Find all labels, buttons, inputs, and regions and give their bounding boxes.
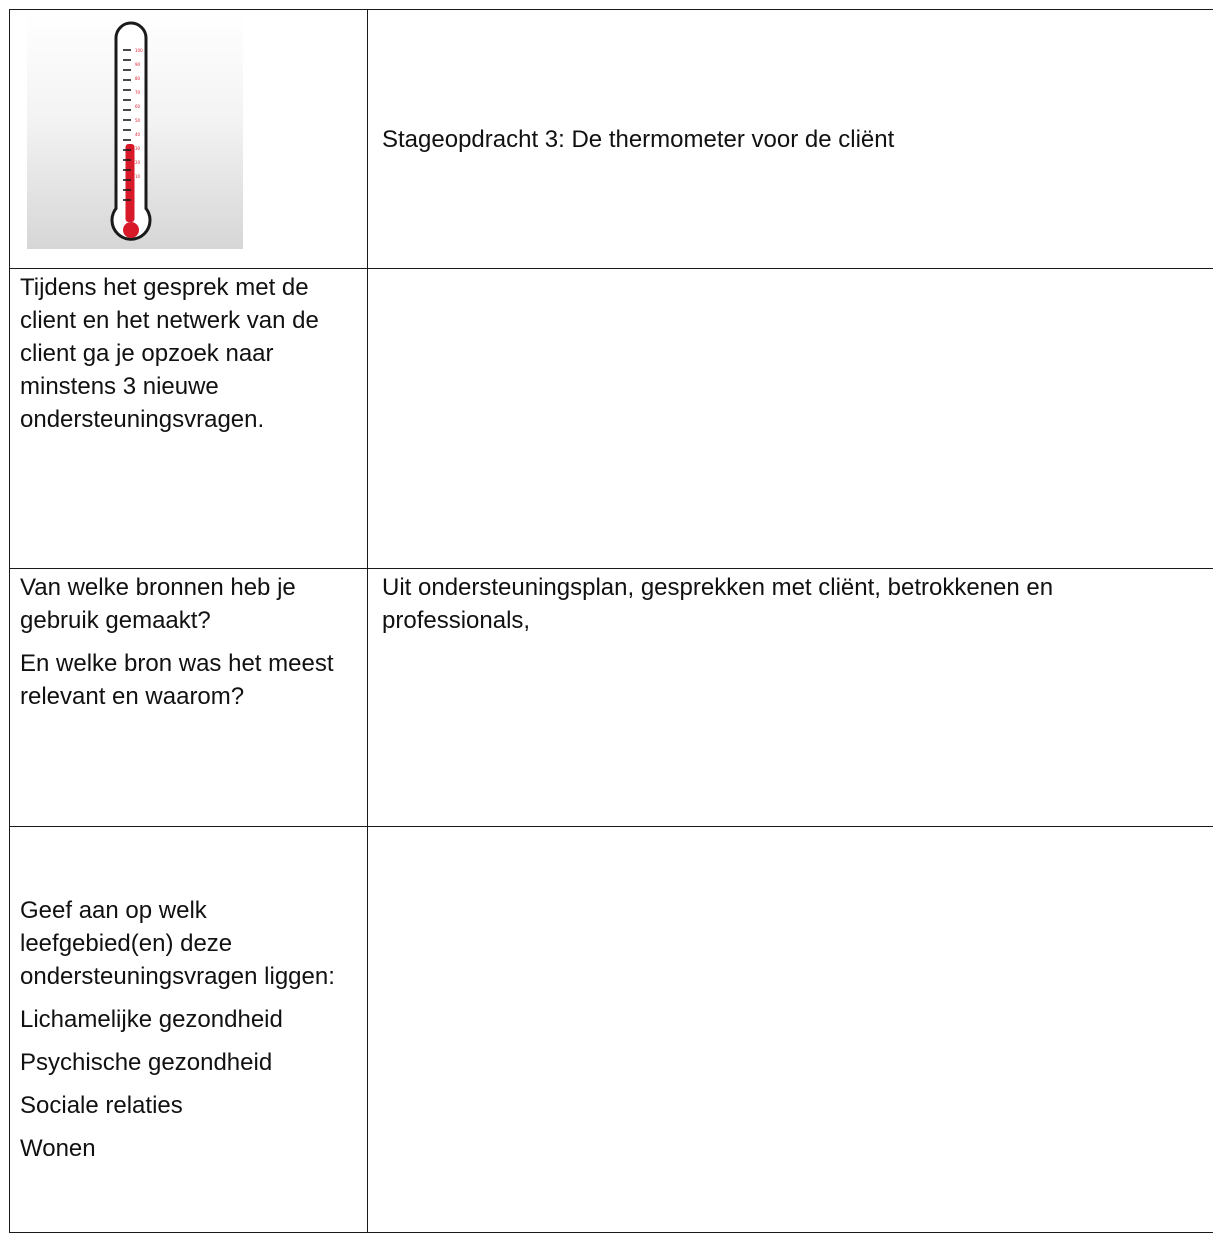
life-area-item: Sociale relaties: [20, 1089, 359, 1122]
support-questions-row: [10, 269, 1213, 569]
question-text-part-1: Van welke bronnen heb je gebruik gemaakt?: [20, 571, 359, 637]
svg-text:30: 30: [135, 146, 141, 151]
assignment-title-cell: [368, 10, 1213, 269]
svg-text:80: 80: [135, 76, 141, 81]
question-text-part-2: En welke bron was het meest relevant en waarom?: [20, 647, 359, 713]
svg-text:70: 70: [135, 90, 141, 95]
life-area-item: Lichamelijke gezondheid: [20, 1003, 359, 1036]
life-areas-row: [10, 827, 1213, 1233]
image-cell: [10, 10, 368, 269]
assignment-table: [9, 9, 1213, 1233]
sources-row: [10, 569, 1213, 827]
svg-text:50: 50: [135, 118, 141, 123]
answer-cell[interactable]: [368, 569, 1213, 827]
svg-text:90: 90: [135, 62, 141, 67]
life-areas-intro: Geef aan op welk leefgebied(en) deze ondersteuningsvragen liggen:: [20, 894, 359, 993]
thermometer-icon: [27, 14, 243, 249]
life-area-item: Psychische gezondheid: [20, 1046, 359, 1079]
svg-text:60: 60: [135, 104, 141, 109]
mercury-column: [126, 144, 135, 222]
answer-cell[interactable]: [368, 269, 1213, 569]
svg-text:10: 10: [135, 174, 141, 179]
thermometer-image: [27, 14, 243, 249]
svg-text:40: 40: [135, 132, 141, 137]
header-row: [10, 10, 1213, 269]
life-area-item: Wonen: [20, 1132, 359, 1165]
svg-text:100: 100: [135, 48, 143, 53]
answer-cell[interactable]: [368, 827, 1213, 1233]
assignment-title: Stageopdracht 3: De thermometer voor de cliënt: [382, 126, 894, 153]
question-cell: [10, 827, 368, 1233]
question-cell: [10, 569, 368, 827]
question-cell: [10, 269, 368, 569]
mercury-bulb: [123, 222, 139, 238]
answer-text: Uit ondersteuningsplan, gesprekken met cliënt, betrokkenen en professionals,: [382, 571, 1205, 637]
svg-text:20: 20: [135, 160, 141, 165]
question-text: Tijdens het gesprek met de client en het netwerk van de client ga je opzoek naar minstens 3 nieuwe ondersteuningsvragen.: [20, 271, 359, 436]
